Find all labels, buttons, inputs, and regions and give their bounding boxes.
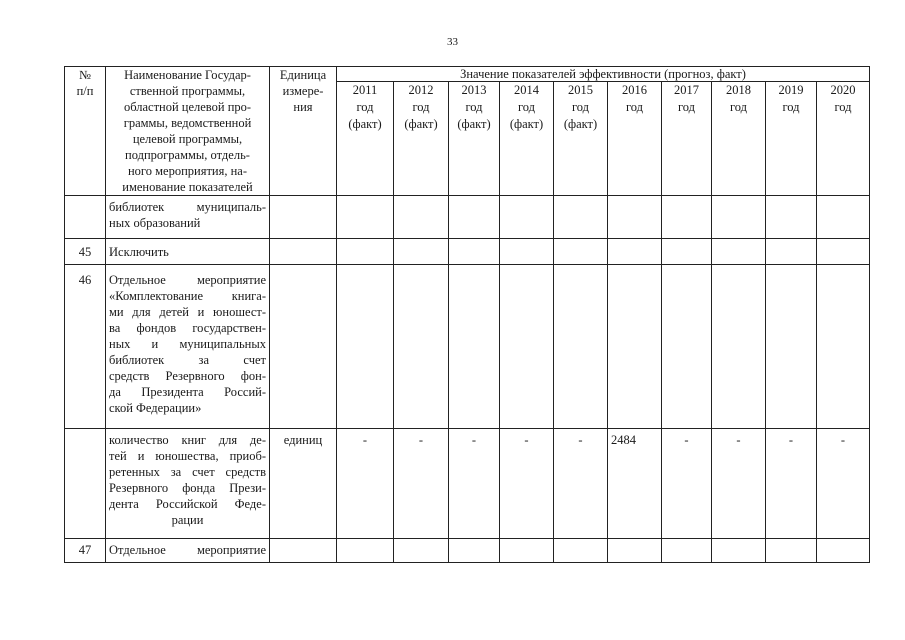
row-num: 46 — [65, 265, 106, 429]
header-num: № — [79, 68, 91, 82]
header-num2: п/п — [76, 84, 94, 98]
row-name-line: ретенных за счет средств — [109, 465, 266, 479]
row-name-line: Резервного фонда Прези- — [109, 481, 266, 495]
row-name-line: количество книг для де- — [109, 433, 266, 447]
row-name-line: ных образований — [109, 216, 201, 230]
header-year-2016: 2016 год — [608, 82, 662, 196]
row-unit — [270, 539, 337, 563]
header-name-line: ственной программы, — [129, 84, 246, 98]
header-year-2013: 2013 год (факт) — [449, 82, 500, 196]
header-year-2014: 2014 год (факт) — [500, 82, 554, 196]
header-unit-line: измере- — [282, 84, 324, 98]
row-name-line: библиотек муниципаль- — [109, 200, 266, 214]
header-year-2012: 2012 год (факт) — [394, 82, 449, 196]
row-name — [106, 196, 270, 239]
row-num: 45 — [65, 239, 106, 265]
indicators-table — [64, 66, 870, 563]
row-name-line: «Комплектование книга- — [109, 289, 266, 303]
row-name-line: ской Федерации» — [109, 401, 202, 415]
row-name-line: Исключить — [109, 245, 169, 259]
table-row — [65, 265, 870, 429]
header-name-line: граммы, ведомственной — [123, 116, 252, 130]
header-name-line: подпрограммы, отдель- — [125, 148, 250, 162]
row-name — [106, 429, 270, 539]
row-num — [65, 429, 106, 539]
row-unit — [270, 239, 337, 265]
value-2016: 2484 — [608, 429, 662, 539]
header-values-title: Значение показателей эффективности (прогноз, факт) — [337, 67, 870, 82]
row-name-line: ных и муниципальных — [109, 337, 266, 351]
row-name-line: да Президента Россий- — [109, 385, 266, 399]
value-2012: - — [394, 429, 449, 539]
row-unit: единиц — [270, 429, 337, 539]
row-name-line: ми для детей и юношест- — [109, 305, 266, 319]
table-row — [65, 196, 870, 239]
table-row — [65, 429, 870, 539]
row-unit — [270, 265, 337, 429]
header-unit-cell — [270, 67, 337, 196]
header-year-2019: 2019 год — [766, 82, 817, 196]
header-name-line: целевой программы, — [132, 132, 243, 146]
row-name-line: Отдельное мероприятие — [109, 543, 266, 557]
value-2017: - — [662, 429, 712, 539]
header-unit-line: ния — [293, 100, 313, 114]
header-name-cell — [106, 67, 270, 196]
page-number: 33 — [447, 36, 458, 48]
header-num-cell — [65, 67, 106, 196]
value-2019: - — [766, 429, 817, 539]
value-2014: - — [500, 429, 554, 539]
row-name — [106, 265, 270, 429]
row-num — [65, 196, 106, 239]
value-2011: - — [337, 429, 394, 539]
row-name — [106, 539, 270, 563]
row-name-line: библиотек за счет — [109, 353, 266, 367]
value-2020: - — [817, 429, 870, 539]
row-name-line: Отдельное мероприятие — [109, 273, 266, 287]
value-2015: - — [554, 429, 608, 539]
row-unit — [270, 196, 337, 239]
value-2018: - — [712, 429, 766, 539]
table-row — [65, 239, 870, 265]
header-name-line: именование показателей — [122, 180, 253, 194]
header-name-line: областной целевой про- — [123, 100, 252, 114]
header-name-line: ного мероприятия, на- — [127, 164, 248, 178]
header-year-2015: 2015 год (факт) — [554, 82, 608, 196]
header-name-line: Наименование Государ- — [124, 68, 251, 82]
row-num: 47 — [65, 539, 106, 563]
header-unit-line: Единица — [279, 68, 327, 82]
row-name-line: средств Резервного фон- — [109, 369, 266, 383]
row-name — [106, 239, 270, 265]
header-year-2017: 2017 год — [662, 82, 712, 196]
header-year-2020: 2020 год — [817, 82, 870, 196]
header-year-2011: 2011 год (факт) — [337, 82, 394, 196]
header-row — [65, 67, 870, 82]
row-name-line: тей и юношества, приоб- — [109, 449, 266, 463]
row-name-line: рации — [171, 513, 204, 527]
table-row — [65, 539, 870, 563]
header-year-2018: 2018 год — [712, 82, 766, 196]
row-name-line: дента Российской Феде- — [109, 497, 266, 511]
row-name-line: ва фондов государствен- — [109, 321, 266, 335]
value-2013: - — [449, 429, 500, 539]
